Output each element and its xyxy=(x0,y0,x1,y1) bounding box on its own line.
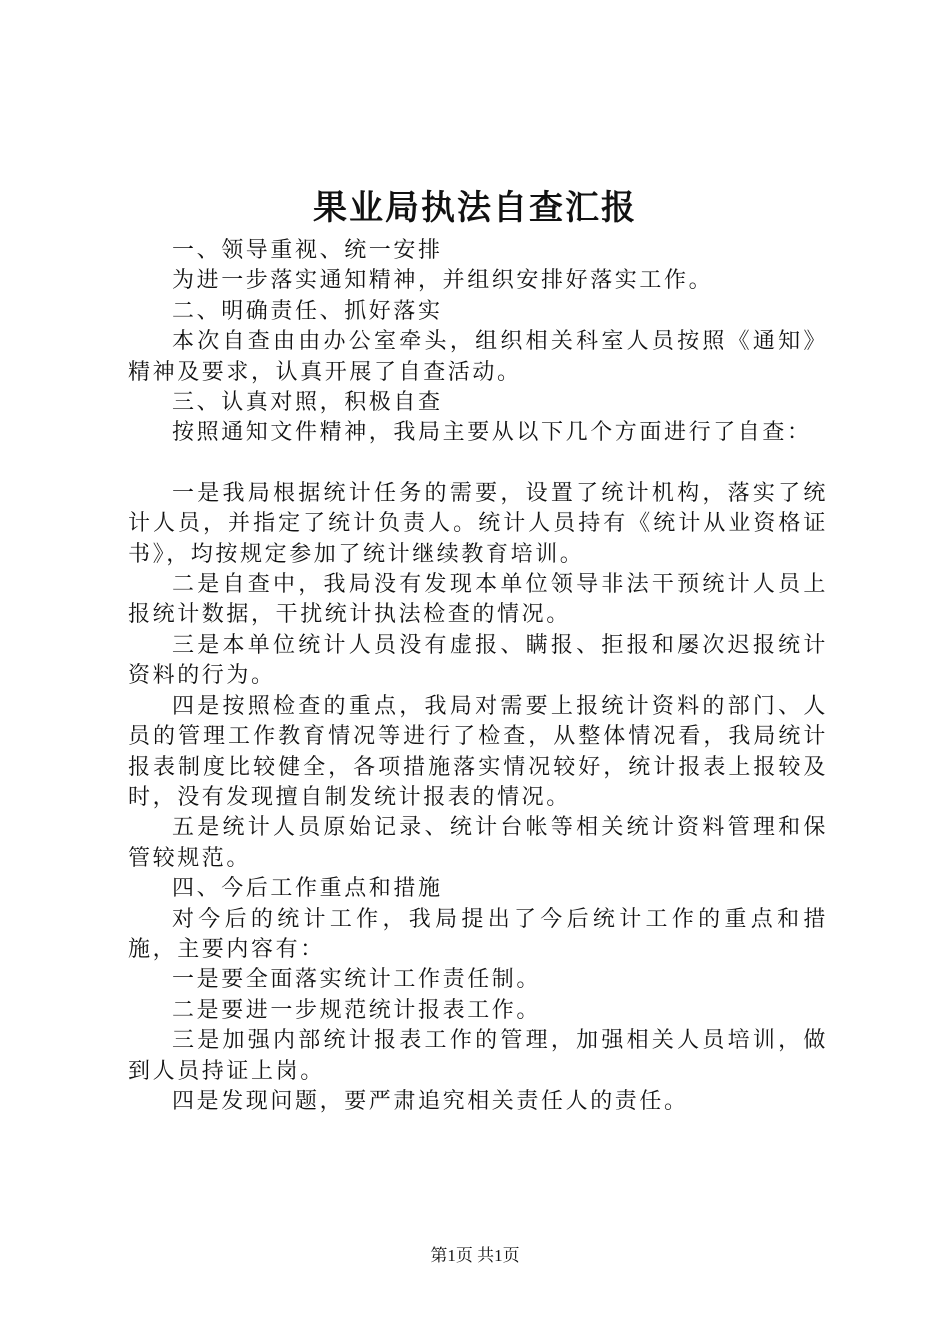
body-paragraph: 按照通知文件精神，我局主要从以下几个方面进行了自查： xyxy=(172,420,812,446)
section-heading-3: 三、认真对照，积极自查 xyxy=(172,390,443,416)
body-paragraph: 三是加强内部统计报表工作的管理，加强相关人员培训，做到人员持证上岗。 xyxy=(128,1028,828,1084)
body-paragraph: 二是要进一步规范统计报表工作。 xyxy=(172,997,542,1023)
section-heading-4: 四、今后工作重点和措施 xyxy=(172,876,443,902)
section-heading-1: 一、领导重视、统一安排 xyxy=(172,238,443,263)
body-paragraph: 四是按照检查的重点，我局对需要上报统计资料的部门、人员的管理工作教育情况等进行了检查，从整体情况看，我局统计报表制度比较健全，各项措施落实情况较好，统计报表上报较及时，没有发现擅自制发统计报表的情况。 xyxy=(128,693,828,810)
body-paragraph: 为进一步落实通知精神，并组织安排好落实工作。 xyxy=(172,268,714,294)
paragraph-spacer xyxy=(128,449,828,479)
section-heading-2: 二、明确责任、抓好落实 xyxy=(172,298,443,324)
body-paragraph: 一是我局根据统计任务的需要，设置了统计机构，落实了统计人员，并指定了统计负责人。统计人员持有《统计从业资格证书》，均按规定参加了统计继续教育培训。 xyxy=(128,480,828,567)
body-paragraph: 三是本单位统计人员没有虚报、瞒报、拒报和屡次迟报统计资料的行为。 xyxy=(128,632,828,689)
body-paragraph: 本次自查由由办公室牵头，组织相关科室人员按照《通知》精神及要求，认真开展了自查活动。 xyxy=(128,329,828,385)
page-footer: 第1页 共1页 xyxy=(430,1246,520,1265)
body-paragraph: 五是统计人员原始记录、统计台帐等相关统计资料管理和保管较规范。 xyxy=(128,815,828,871)
body-paragraph: 一是要全面落实统计工作责任制。 xyxy=(172,967,542,993)
body-paragraph: 四是发现问题，要严肃追究相关责任人的责任。 xyxy=(172,1088,689,1114)
document-title: 果业局执法自查汇报 xyxy=(313,188,637,228)
body-paragraph: 二是自查中，我局没有发现本单位领导非法干预统计人员上报统计数据，干扰统计执法检查的情况。 xyxy=(128,572,828,628)
body-paragraph: 对今后的统计工作，我局提出了今后统计工作的重点和措施，主要内容有： xyxy=(128,906,828,962)
document-body xyxy=(128,236,828,1117)
